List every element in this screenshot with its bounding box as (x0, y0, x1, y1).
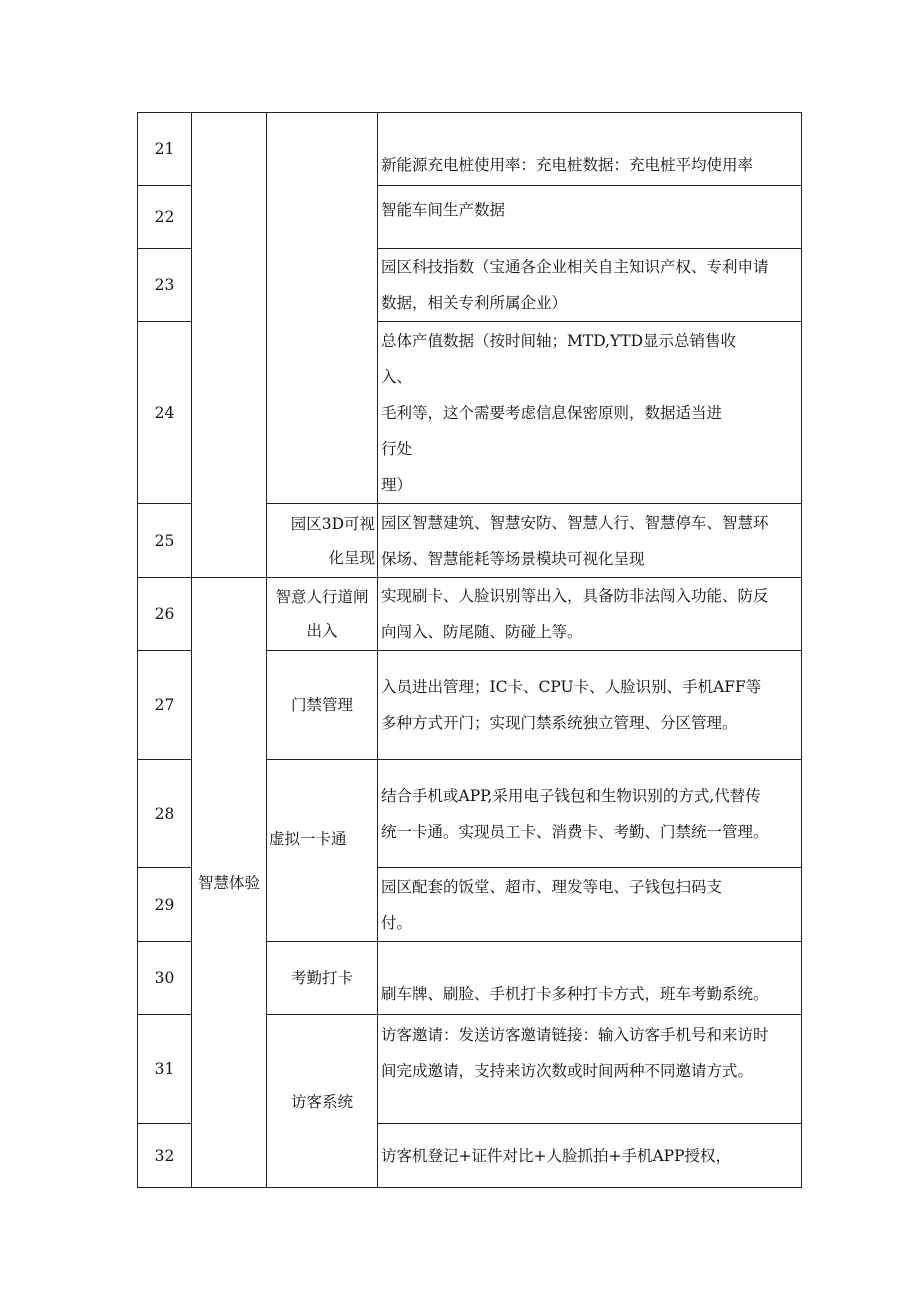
row-description: 刷车牌、刷脸、手机打卡多种打卡方式，班车考勤系统。 (378, 942, 802, 1015)
subcategory-3d-visual: 园区3D可视 化呈现 (267, 504, 378, 578)
row-description: 园区配套的饭堂、超市、理发等电、子钱包扫码支 付。 (378, 868, 802, 942)
row-number: 32 (138, 1124, 192, 1188)
row-number: 22 (138, 186, 192, 249)
subcategory-pedestrian-gate: 智意人行道闸 出入 (267, 578, 378, 651)
row-number: 23 (138, 249, 192, 322)
row-description: 园区智慧建筑、智慧安防、智慧人行、智慧停车、智慧环 保场、智慧能耗等场景模块可视化呈现 (378, 504, 802, 578)
row-description: 智能车间生产数据 (378, 186, 802, 249)
row-description: 总体产值数据（按时间轴；MTD,YTD显示总销售收 入、 毛利等，这个需要考虑信息保密原则，数据适当进 行处 理） (378, 322, 802, 504)
category-smart-experience: 智慧体验 (192, 578, 267, 1188)
row-number: 24 (138, 322, 192, 504)
row-description: 结合手机或APP,采用电子钱包和生物识别的方式,代替传 统一卡通。实现员工卡、消费卡、考勤、门禁统一管理。 (378, 760, 802, 868)
table-row (138, 578, 802, 651)
row-description: 园区科技指数（宝通各企业相关自主知识产权、专利申请 数据，相关专利所属企业） (378, 249, 802, 322)
row-number: 26 (138, 578, 192, 651)
row-description: 实现刷卡、人脸识别等出入，具备防非法闯入功能、防反 向闯入、防尾随、防碰上等。 (378, 578, 802, 651)
subcategory-cell-empty (267, 113, 378, 504)
row-description: 新能源充电桩使用率：充电桩数据：充电桩平均使用率 (378, 113, 802, 186)
row-number: 25 (138, 504, 192, 578)
row-number: 21 (138, 113, 192, 186)
row-description: 入员进出管理；IC卡、CPU卡、人脸识别、手机AFF等 多种方式开门；实现门禁系统独立管理、分区管理。 (378, 651, 802, 760)
table-row (138, 113, 802, 186)
requirements-table (137, 112, 802, 1188)
subcategory-attendance: 考勤打卡 (267, 942, 378, 1015)
row-number: 27 (138, 651, 192, 760)
category-cell-empty (192, 113, 267, 578)
row-description: 访客机登记+证件对比+人脸抓拍+手机APP授权， (378, 1124, 802, 1188)
row-number: 31 (138, 1015, 192, 1124)
row-number: 28 (138, 760, 192, 868)
row-number: 30 (138, 942, 192, 1015)
row-number: 29 (138, 868, 192, 942)
subcategory-visitor-system: 访客系统 (267, 1015, 378, 1188)
subcategory-virtual-card: 虚拟一卡通 (267, 760, 378, 942)
row-description: 访客邀请：发送访客邀请链接：输入访客手机号和来访时 间完成邀请，支持来访次数或时间两种不同邀请方式。 (378, 1015, 802, 1124)
subcategory-access-control: 门禁管理 (267, 651, 378, 760)
